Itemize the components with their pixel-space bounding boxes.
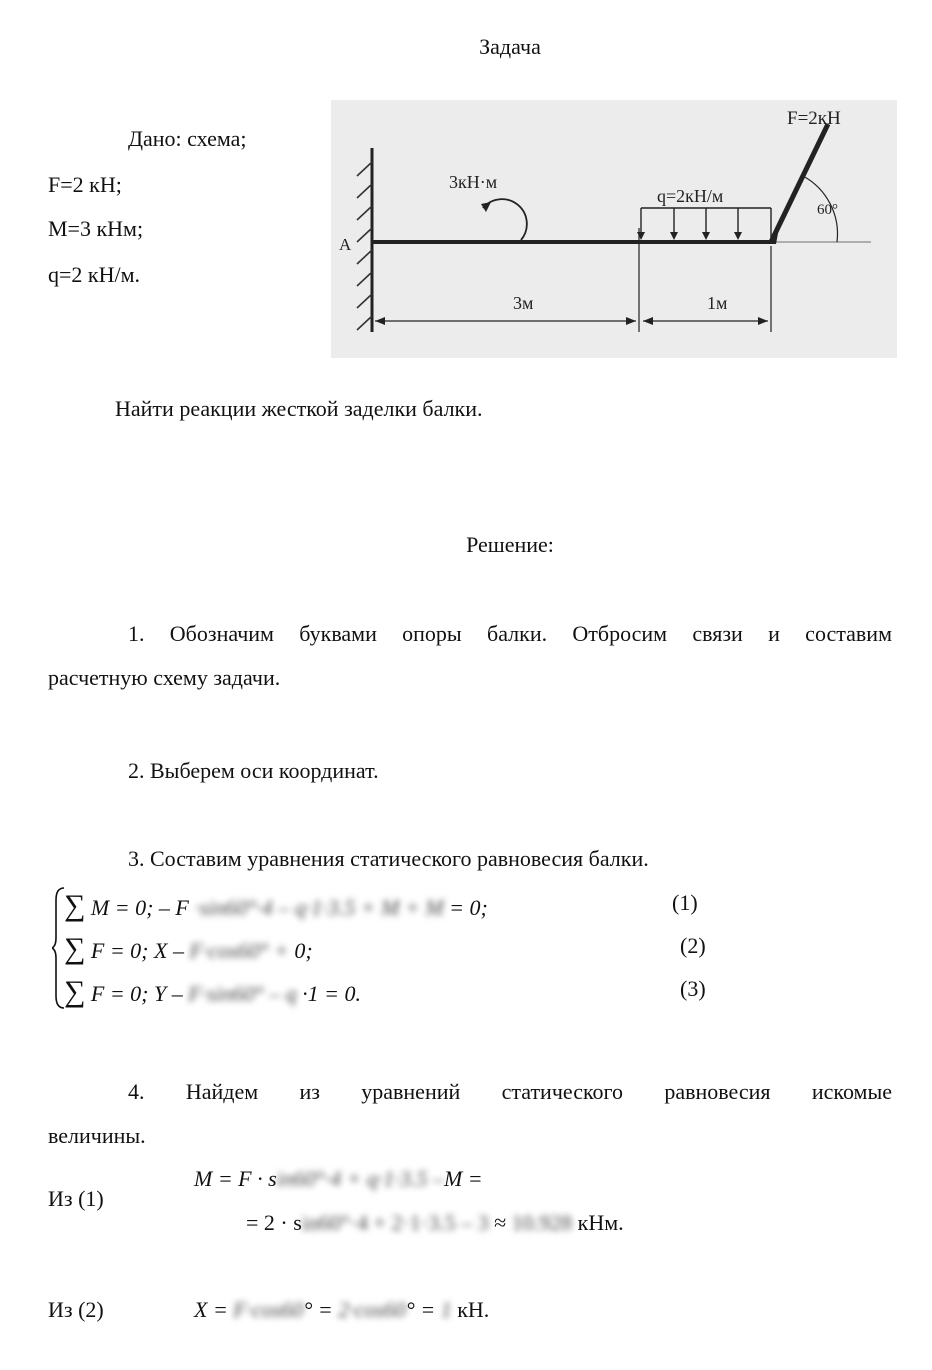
equation-1-number: (1) bbox=[672, 890, 698, 915]
step-2: 2. Выберем оси координат. bbox=[128, 758, 379, 783]
eq1-text: M = 0; – F bbox=[90, 895, 189, 920]
from-2-equation bbox=[194, 1297, 489, 1323]
step-1-line-2: расчетную схему задачи. bbox=[48, 665, 281, 690]
step-4-line-1: 4. Найдем из уравнений статического равновесия искомые bbox=[128, 1079, 892, 1104]
equation-3: ∑ F = 0; Y – F·sin60° – q ·1 = 0. bbox=[64, 972, 361, 1012]
moment-arrowhead bbox=[481, 202, 491, 212]
equation-3-number: (3) bbox=[680, 976, 706, 1001]
eq2-tail: 0; bbox=[294, 938, 313, 963]
from1-l1-blur: in60°·4 + q·1·3.5 – bbox=[276, 1166, 444, 1191]
from1-l2-a: = 2 · s bbox=[246, 1210, 302, 1235]
support-label: A bbox=[339, 235, 352, 254]
from-1-label: Из (1) bbox=[48, 1186, 104, 1211]
from1-l2-blur2: 10.928 bbox=[511, 1210, 573, 1235]
load-label: q=2кН/м bbox=[657, 186, 724, 206]
dim-label-2: 1м bbox=[707, 293, 728, 313]
from2-blur2: 2·cos60 bbox=[338, 1297, 407, 1322]
moment-arc bbox=[483, 199, 527, 240]
step-1 bbox=[48, 612, 892, 700]
from2-blur3: 1 bbox=[440, 1297, 452, 1322]
force-vector bbox=[771, 124, 828, 242]
equation-1: ∑ M = 0; – F ·sin60°·4 – q·1·3.5 + M + M = 0; bbox=[64, 886, 488, 926]
from-2-label: Из (2) bbox=[48, 1297, 104, 1322]
given-line-2: F=2 кН; bbox=[48, 172, 122, 197]
force-label: F=2кН bbox=[787, 108, 841, 129]
step-4 bbox=[48, 1070, 892, 1158]
eq3-tail: ·1 = 0. bbox=[302, 981, 362, 1006]
given-line-3: M=3 кНм; bbox=[48, 216, 144, 241]
eq2-text: F = 0; X – bbox=[90, 938, 190, 963]
from1-l2-approx: ≈ bbox=[494, 1210, 507, 1235]
given-line-4: q=2 кН/м. bbox=[48, 262, 141, 287]
from2-unit: кН. bbox=[457, 1297, 490, 1322]
eq1-tail: = 0; bbox=[449, 895, 488, 920]
eq2-blurred: F·cos60° + bbox=[189, 938, 289, 963]
from2-b: ° = bbox=[303, 1297, 339, 1322]
task-statement: Найти реакции жесткой заделки балки. bbox=[115, 396, 483, 421]
step-3: 3. Составим уравнения статического равновесия балки. bbox=[128, 846, 649, 871]
dim-label-1: 3м bbox=[513, 293, 534, 313]
eq3-blurred: F·sin60° – q bbox=[188, 981, 297, 1006]
equation-2-number: (2) bbox=[680, 933, 706, 958]
from1-l1-a: M = F · s bbox=[194, 1166, 277, 1191]
eq3-text: F = 0; Y – bbox=[90, 981, 189, 1006]
angle-label: 60° bbox=[817, 202, 838, 218]
beam-diagram-svg bbox=[331, 100, 897, 358]
moment-label: 3кН·м bbox=[449, 172, 498, 192]
from-1-line-1 bbox=[194, 1166, 483, 1192]
page-title: Задача bbox=[479, 34, 541, 59]
from1-l2-unit: кНм. bbox=[577, 1210, 624, 1235]
from2-a: X = bbox=[194, 1297, 234, 1322]
from2-blur1: F·cos60 bbox=[233, 1297, 304, 1322]
equation-system bbox=[52, 884, 732, 1012]
step-4-line-2: величины. bbox=[48, 1123, 146, 1148]
step-1-line-1: 1. Обозначим буквами опоры балки. Отбросим связи и составим bbox=[128, 621, 892, 646]
beam-diagram bbox=[331, 100, 897, 358]
from-1-line-2 bbox=[246, 1210, 624, 1236]
from1-l1-b: M = bbox=[443, 1166, 483, 1191]
wall-hatch bbox=[357, 162, 372, 330]
from2-c: ° = bbox=[406, 1297, 441, 1322]
equation-2: ∑ F = 0; X – F·cos60° + 0; bbox=[64, 929, 313, 969]
given-line-1: Дано: схема; bbox=[128, 126, 247, 151]
eq1-blurred: ·sin60°·4 – q·1·3.5 + M + M bbox=[194, 895, 444, 920]
solution-title: Решение: bbox=[466, 532, 554, 557]
load-arrowheads bbox=[637, 232, 742, 240]
from1-l2-blur: in60°·4 + 2·1·3.5 – 3 bbox=[301, 1210, 489, 1235]
